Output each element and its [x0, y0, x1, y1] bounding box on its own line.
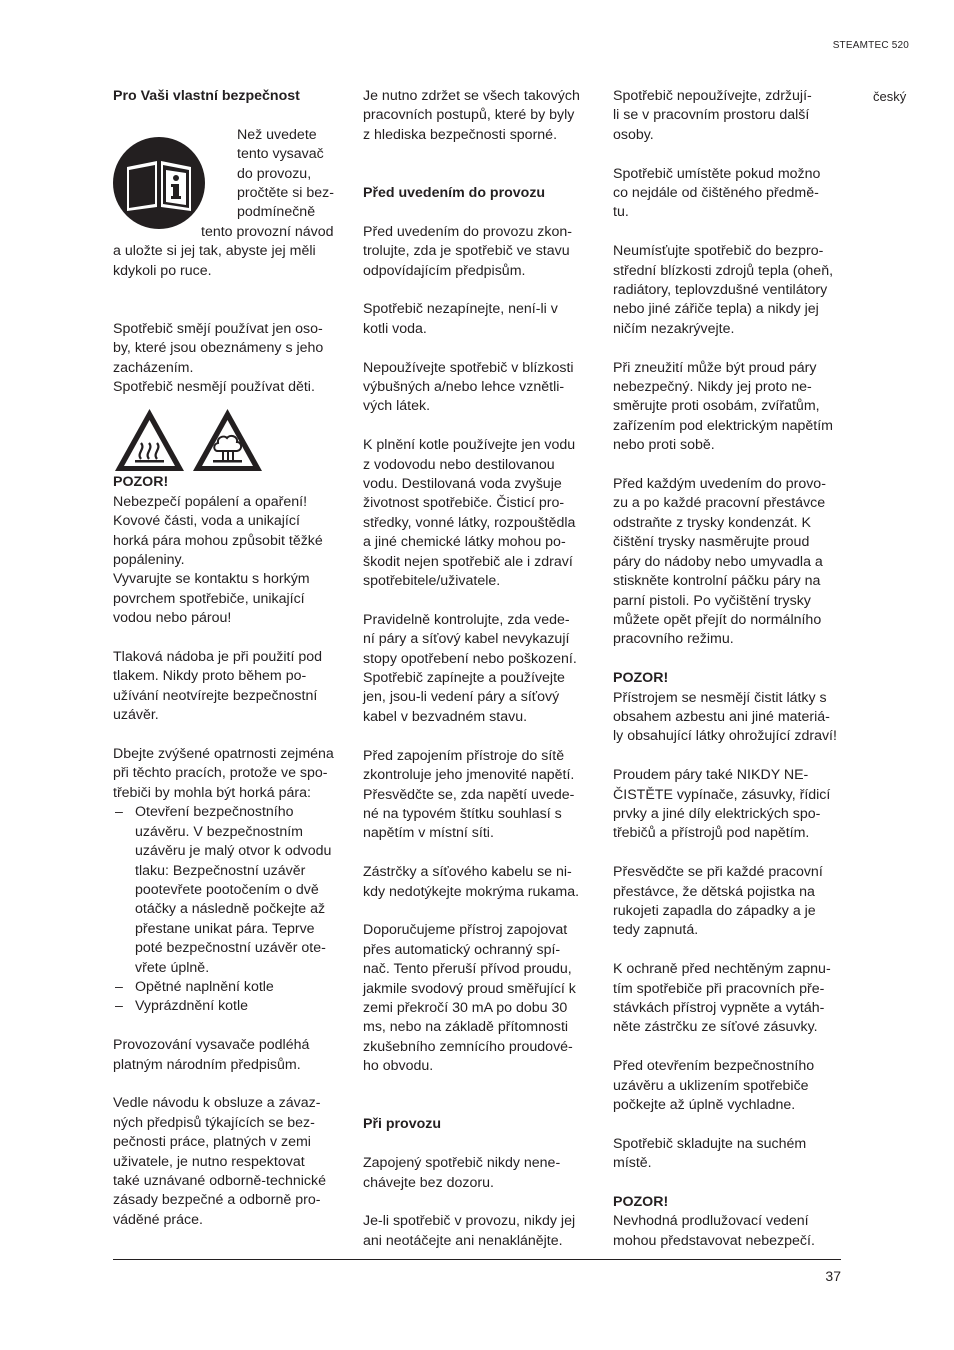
text-line: Spotřebič skladujte na suchém — [613, 1135, 807, 1152]
text-line: povrchem spotřebiče, unikající — [113, 590, 305, 607]
text-line: zacházením. — [113, 359, 194, 376]
list-item — [113, 997, 348, 1016]
text-line: uzávěru a uklizením spotřebiče — [613, 1077, 809, 1094]
text-line: Doporučujeme přístroj zapojovat — [363, 922, 568, 939]
text-line: pootevřete pootočením o dvě — [135, 881, 319, 898]
text-line: zkontroluje jeho jmenovité napětí. — [363, 767, 575, 784]
model-header: STEAMTEC 520 — [832, 40, 909, 51]
text-line: Tlaková nádoba je při použití pod — [113, 649, 323, 666]
text-line: Dbejte zvýšené opatrnosti zejména — [113, 746, 334, 763]
text-line: páry do nádoby nebo umyvadla a — [613, 553, 823, 570]
warning-icons — [113, 407, 348, 473]
read-manual-info-icon — [113, 137, 205, 229]
text-line: užívání neotvírejte bezpečnostní — [113, 687, 318, 704]
text-line: přestávce, že dětská pojistka na — [613, 883, 815, 900]
language-label: český — [873, 89, 907, 104]
text-line: uzávěru je malý otvor k odvodu — [135, 843, 332, 860]
text-line: přes automatický ochranný spí- — [363, 941, 561, 958]
column-2 — [363, 87, 598, 1251]
page-number: 37 — [825, 1268, 841, 1284]
text-line: Přesvědčte se při každé pracovní — [613, 864, 823, 881]
text-line: K ochraně před nechtěným zapnu- — [613, 961, 831, 978]
text-line: vřete úplně. — [135, 959, 210, 976]
text-line: ničím nezakrývejte. — [613, 320, 735, 337]
manual-info-block — [113, 126, 348, 223]
text-line: zařízením pod elektrickým napětím — [613, 417, 833, 434]
text-line: kdykoli po ruce. — [113, 262, 212, 279]
text-line: spotřebitele/uživatele. — [363, 573, 501, 590]
text-line: tlaku: Bezpečnostní uzávěr — [135, 862, 306, 879]
text-line: zu a po každé pracovní přestávce — [613, 495, 826, 512]
text-line: kdy nedotýkejte mokrýma rukama. — [363, 883, 580, 900]
text-line: ly obsahující látky ohrožující zdraví! — [613, 728, 837, 745]
text-line: nebezpečný. Nikdy jej proto ne- — [613, 379, 812, 396]
text-line: né na typovém štítku souhlasí s — [363, 805, 562, 822]
hot-surface-warning-icon — [113, 407, 186, 473]
text-line: parní pistoli. Po vyčištění trysky — [613, 592, 811, 609]
warning-title: POZOR! — [113, 474, 169, 491]
text-line: tento provozní návod — [201, 223, 334, 240]
list-item — [113, 978, 348, 997]
text-line: mohou představovat nebezpečí. — [613, 1232, 815, 1249]
warning-title: POZOR! — [613, 1193, 669, 1210]
text-line: vodu. Destilovaná voda zvyšuje — [363, 476, 562, 493]
text-line: výbušných a/nebo lehce vznětli- — [363, 379, 565, 396]
text-line: pečnosti práce, platných v zemi — [113, 1134, 311, 1151]
text-line: čištění trysky nasměrujte proud — [613, 534, 810, 551]
text-line: Nebezpečí popálení a opaření! — [113, 493, 308, 510]
list-item — [113, 803, 348, 978]
hot-steam-warning-icon — [191, 407, 264, 473]
text-line: uživatele, je nutno respektovat — [113, 1153, 305, 1170]
text-line: Než uvedete — [237, 126, 317, 143]
text-line: jen, jsou-li vedení páry a síťový — [363, 689, 560, 706]
text-line: kabel v bezvadném stavu. — [363, 708, 528, 725]
text-line: Spotřebič nesmějí používat děti. — [113, 379, 315, 396]
text-line: Spotřebič umístěte pokud možno — [613, 165, 821, 182]
text-line: co nejdále od čištěného předmě- — [613, 185, 819, 202]
manual-intro-beside-icon — [237, 126, 348, 223]
text-line: Před otevřením bezpečnostního — [613, 1058, 815, 1075]
text-line: Před každým uvedením do provo- — [613, 476, 826, 493]
text-line: platným národním předpisům. — [113, 1056, 301, 1073]
text-line: rukojeti zapadla do západky a je — [613, 902, 816, 919]
text-line: nebo proti sobě. — [613, 437, 715, 454]
text-line: Před zapojením přístroje do sítě — [363, 747, 565, 764]
text-line: Nevhodná prodlužovací vedení — [613, 1213, 809, 1230]
text-line: z hlediska bezpečnosti sporné. — [363, 126, 558, 143]
text-line: li se v pracovním prostoru další — [613, 107, 810, 124]
column-1 — [113, 87, 348, 1230]
text-line: Při zneužití může být proud páry — [613, 359, 817, 376]
text-line: Přístrojem se nesmějí čistit látky s — [613, 689, 827, 706]
section-heading-safety: Pro Vaši vlastní bezpečnost — [113, 88, 300, 104]
section-heading-before-use: Před uvedením do provozu — [363, 185, 546, 201]
text-line: poté bezpečnostní uzávěr ote- — [135, 940, 326, 957]
text-line: chávejte bez dozoru. — [363, 1174, 494, 1191]
text-line: Nepoužívejte spotřebič v blízkosti — [363, 359, 574, 376]
text-line: a jiné chemické látky mohou po- — [363, 534, 566, 551]
text-line: – Vyprázdnění kotle — [135, 998, 249, 1015]
text-line: podmínečně — [237, 204, 316, 221]
text-line: střední blízkosti zdrojů tepla (oheň, — [613, 262, 834, 279]
text-line: Kovové části, voda a unikající — [113, 513, 300, 530]
text-line: – Otevření bezpečnostního — [135, 804, 294, 821]
text-line: popáleniny. — [113, 552, 185, 569]
hot-steam-task-list — [113, 803, 348, 1016]
text-line: K plnění kotle používejte jen vodu — [363, 437, 576, 454]
text-line: trolujte, zda je spotřebič ve stavu — [363, 243, 570, 260]
text-line: ní páry a síťový kabel nevykazují — [363, 631, 570, 648]
text-line: napětím v místní síti. — [363, 825, 494, 842]
text-line: zásady bezpečné a odborně pro- — [113, 1192, 321, 1209]
text-line: škodit nejen spotřebič ale i zdraví — [363, 553, 573, 570]
text-line: Zapojený spotřebič nikdy nene- — [363, 1155, 561, 1172]
text-line: stávkách přístroj vypněte a vytáh- — [613, 999, 825, 1016]
text-line: Spotřebič smějí používat jen oso- — [113, 320, 323, 337]
text-line: radiátory, teplovzdušné ventilátory — [613, 282, 828, 299]
text-line: pracovního režimu. — [613, 631, 734, 648]
text-line: Provozování vysavače podléhá — [113, 1037, 310, 1054]
text-line: otáčky a následně počkejte až — [135, 901, 326, 918]
text-line: Vedle návodu k obsluze a závaz- — [113, 1095, 321, 1112]
text-line: osoby. — [613, 126, 654, 143]
text-line: pročtěte si bez- — [237, 185, 334, 202]
text-line: ms, nebo na základě přítomnosti — [363, 1019, 569, 1036]
text-line: obsahem azbestu ani jiné materiá- — [613, 708, 830, 725]
text-line: středky, vonné látky, rozpouštědla — [363, 514, 576, 531]
warning-title: POZOR! — [613, 670, 669, 687]
text-line: Je-li spotřebič v provozu, nikdy jej — [363, 1213, 576, 1230]
column-3 — [613, 87, 845, 1251]
text-line: můžete opět přejít do normálního — [613, 611, 822, 628]
text-line: Vyvarujte se kontaktu s horkým — [113, 571, 310, 588]
text-line: odpovídajícím předpisům. — [363, 262, 526, 279]
text-line: z vodovodu nebo destilovanou — [363, 456, 555, 473]
text-line: také uznávané odborně-technické — [113, 1172, 326, 1189]
text-line: Je nutno zdržet se všech takových — [363, 88, 580, 104]
text-line: Zástrčky a síťového kabelu se ni- — [363, 864, 572, 881]
text-line: a uložte si jej tak, abyste jej měli — [113, 243, 316, 260]
text-line: do provozu, — [237, 165, 312, 182]
text-line: zkušebního zemnícího proudové- — [363, 1038, 573, 1055]
text-line: tlakem. Nikdy proto během po- — [113, 668, 307, 685]
text-line: Před uvedením do provozu zkon- — [363, 223, 572, 240]
text-line: přestane unikat pára. Teprve — [135, 920, 315, 937]
text-line: počkejte až úplně vychladne. — [613, 1096, 796, 1113]
text-line: – Opětné naplnění kotle — [135, 978, 274, 995]
text-line: by, které jsou obeznámeny s jeho — [113, 340, 324, 357]
text-line: tu. — [613, 204, 629, 221]
text-line: stopy opotřebení nebo poškození. — [363, 650, 577, 667]
text-line: vých látek. — [363, 398, 431, 415]
text-line: uzávěr. — [113, 707, 159, 724]
text-line: jakmile svodový proud směřující k — [363, 980, 576, 997]
text-line: ani neotáčejte ani nenaklánějte. — [363, 1232, 563, 1249]
text-line: váděné práce. — [113, 1211, 203, 1228]
text-line: Spotřebič nepoužívejte, zdržují- — [613, 88, 812, 104]
footer-divider — [113, 1259, 841, 1260]
text-line: kotli voda. — [363, 320, 427, 337]
text-line: tento vysavač — [237, 146, 324, 163]
text-line: pracovních postupů, které by byly — [363, 107, 575, 124]
text-line: uzávěru. V bezpečnostním — [135, 823, 303, 840]
text-line: prvky a jiné díly elektrických spo- — [613, 805, 821, 822]
section-heading-operation: Při provozu — [363, 1116, 442, 1133]
text-line: zemi překročí 30 mA po dobu 30 — [363, 999, 568, 1016]
text-line: něte zástrčku ze síťové zásuvky. — [613, 1019, 818, 1036]
text-line: směrujte proti osobám, zvířatům, — [613, 398, 820, 415]
text-line: Spotřebič nezapínejte, není-li v — [363, 301, 558, 318]
text-line: nač. Tento přeruší přívod proudu, — [363, 961, 572, 978]
text-line: Pravidelně kontrolujte, zda vede- — [363, 611, 570, 628]
text-line: místě. — [613, 1155, 652, 1172]
text-line: ČISTĚTE vypínače, zásuvky, řídicí — [613, 786, 831, 803]
text-line: stiskněte kontrolní páčku páry na — [613, 573, 821, 590]
text-line: tedy zapnutá. — [613, 922, 699, 939]
text-line: nebo jiné zářiče tepla) a nikdy jej — [613, 301, 819, 318]
text-line: ho obvodu. — [363, 1058, 434, 1075]
text-line: Neumísťujte spotřebič do bezpro- — [613, 243, 824, 260]
text-line: ných předpisů týkajících se bez- — [113, 1114, 315, 1131]
text-line: Přesvědčte se, zda napětí uvede- — [363, 786, 575, 803]
text-line: třebičů a přístrojů pod napětím. — [613, 825, 810, 842]
text-line: odstraňte z trysky kondenzát. K — [613, 514, 811, 531]
text-line: třebiči by mohla být horká pára: — [113, 784, 311, 801]
text-line: Spotřebič zapínejte a používejte — [363, 670, 565, 687]
text-line: Proudem páry také NIKDY NE- — [613, 767, 809, 784]
text-line: vodou nebo párou! — [113, 610, 232, 627]
text-line: tím spotřebiče při pracovních pře- — [613, 980, 825, 997]
text-line: při těchto pracích, protože ve spo- — [113, 765, 328, 782]
text-line: životnost spotřebiče. Čisticí pro- — [363, 495, 565, 512]
text-line: horká pára mohou způsobit těžké — [113, 532, 323, 549]
